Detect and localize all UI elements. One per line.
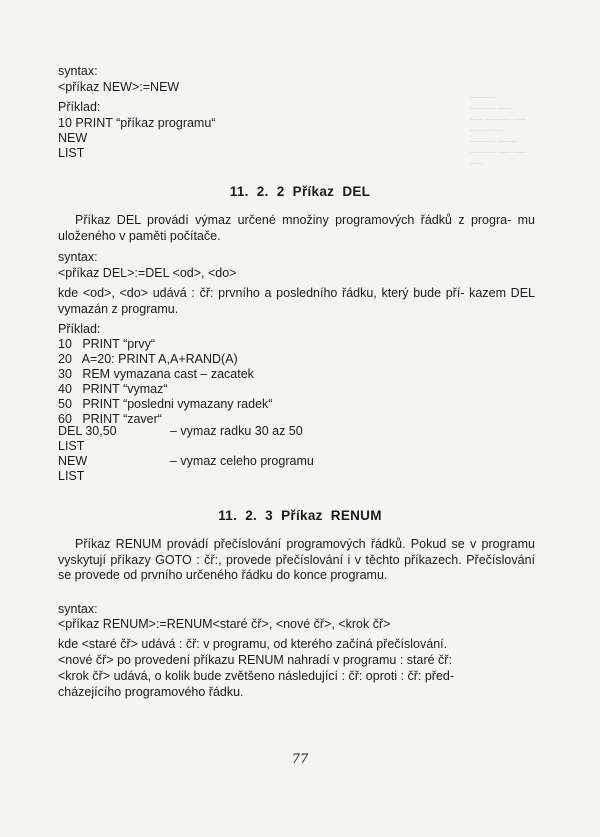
intro-paragraph-del [58,213,535,244]
program-line: 10 PRINT “prvy“ [58,337,156,351]
section-heading-del: 11. 2. 2 Příkaz DEL [229,184,371,199]
page-number: 77 [291,752,309,767]
syntax-label-new: syntax: [58,64,98,78]
desc-line: cházejícího programového řádku. [58,685,244,699]
command-line: DEL 30,50 [58,424,117,438]
command-line: LIST [58,469,85,483]
program-line: 60 PRINT “zaver“ [58,412,162,426]
desc-line: <nové čř> po provedení příkazu RENUM nahradí v programu : staré čř: [58,653,452,667]
program-line: 30 REM vymazana cast – zacatek [58,367,254,381]
desc-paragraph-del [58,286,535,317]
show-through-text: ──── ──── ── ── ──── ── ─── ── ──── ─── ──── ── ── ── [470,92,527,168]
intro-line: programu. [330,568,388,582]
desc-line: kazem DEL vymazán z programu. [58,286,535,316]
desc-line: <krok čř> udává, o kolik bude zvětšeno následující : čř: oproti : čř: před- [58,669,455,683]
desc-line: kde <staré čř> udává : čř: v programu, od kterého začíná přečíslování. [58,637,448,651]
program-line: 50 PRINT “posledni vymazany radek“ [58,397,273,411]
example-line: NEW [58,131,88,145]
command-comment: – vymaz celeho programu [170,454,314,468]
intro-line: příkazech. Přečíslování se provede od prvního určeného řádku do konce [58,552,535,582]
intro-line: Příkaz DEL provádí výmaz určené množiny programových řádků z progra- [75,213,512,227]
command-line: LIST [58,439,85,453]
syntax-rule-new: <příkaz NEW>:=NEW [58,80,180,94]
syntax-label-del: syntax: [58,250,98,264]
syntax-rule-renum: <příkaz RENUM>:=RENUM<staré čř>, <nové čř>, <krok čř> [58,617,391,631]
command-comment: – vymaz radku 30 az 50 [170,424,303,438]
example-label-new: Příklad: [58,100,101,114]
program-line: 20 A=20: PRINT A,A+RAND(A) [58,352,238,366]
syntax-rule-del: <příkaz DEL>:=DEL <od>, <do> [58,266,237,280]
example-line: 10 PRINT “příkaz programu“ [58,116,216,130]
desc-line: kde <od>, <do> udává : čř: prvního a posledního řádku, který bude pří- [58,286,465,300]
syntax-label-renum: syntax: [58,602,98,616]
example-line: LIST [58,146,85,160]
program-line: 40 PRINT “vymaz“ [58,382,168,396]
intro-paragraph-renum [58,537,535,584]
section-heading-renum: 11. 2. 3 Příkaz RENUM [218,508,382,523]
command-line: NEW [58,454,88,468]
intro-line: Příkaz RENUM provádí přečíslování programových řádků. Pokud se [75,537,465,551]
intro-line: mu uloženého v paměti počítače. [58,213,535,243]
example-label-del: Příklad: [58,322,101,336]
intro-line: v programu vyskytují příkazy GOTO : čř:, provede přečíslování i v těchto [58,537,535,567]
